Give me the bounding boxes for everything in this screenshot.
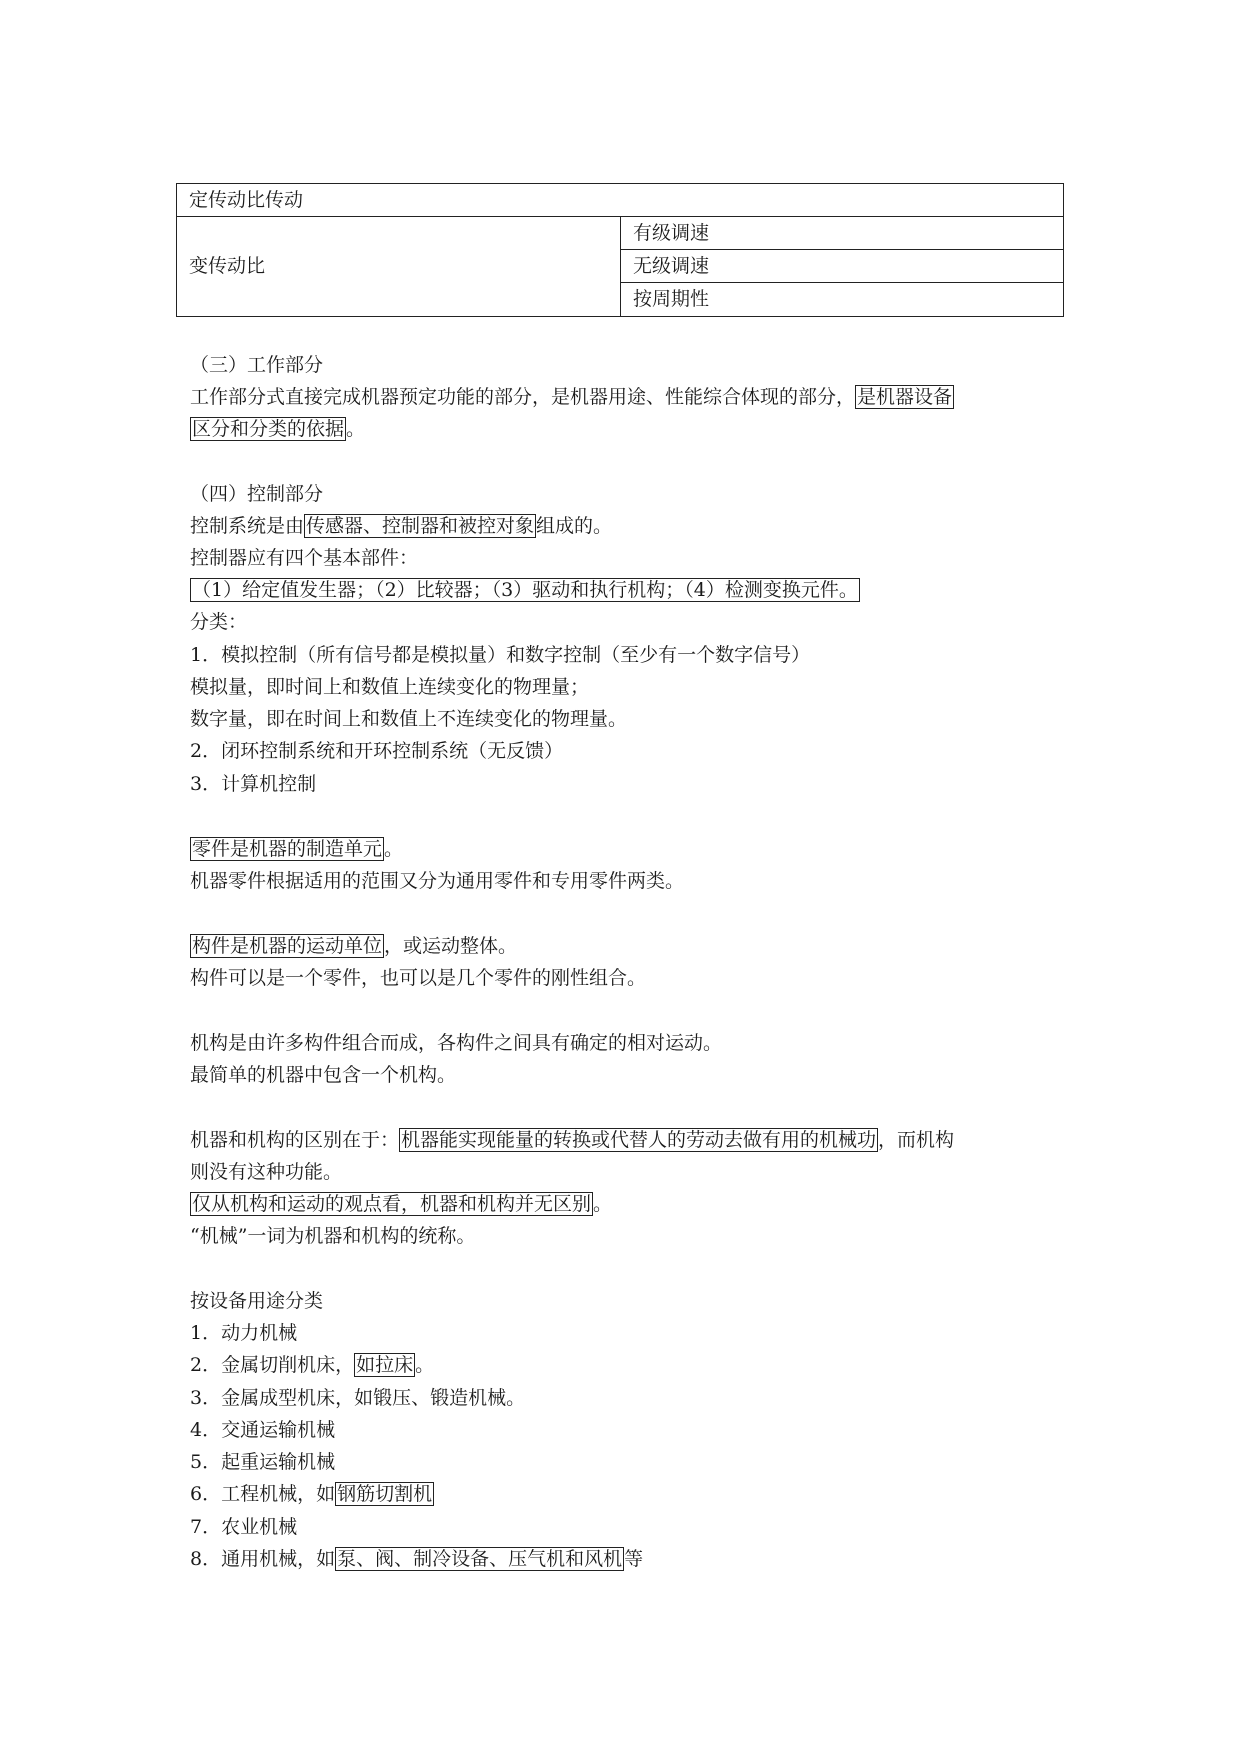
members-line1 [190, 933, 517, 959]
section3-line2 [190, 416, 365, 442]
section3-line1-boxed: 是机器设备 [857, 386, 953, 408]
section4-line9: 3．计算机控制 [190, 773, 317, 795]
difference-line1-boxed: 机器能实现能量的转换或代替人的劳动去做有用的机械功 [401, 1129, 877, 1151]
members-line1-text: ，或运动整体。 [384, 935, 518, 957]
table-cell-stepless [621, 250, 1063, 283]
table-cell-periodic [621, 283, 1063, 316]
mechanism-line1: 机构是由许多构件组合而成，各构件之间具有确定的相对运动。 [190, 1032, 723, 1054]
parts-line1-text: 。 [384, 838, 404, 860]
classification-item-8-text-a: 8．通用机械，如 [190, 1548, 336, 1570]
table-cell-fixed-ratio: 定传动比传动 [189, 189, 304, 211]
difference-line3-text: 。 [593, 1193, 613, 1215]
classification-item-8-text-b: 等 [624, 1548, 644, 1570]
section4-line1-text-b: 组成的。 [536, 515, 613, 537]
table-cell-stepless-text: 无级调速 [633, 255, 710, 277]
table-row-fixed-ratio [177, 184, 1063, 217]
classification-item-2-text-a: 2．金属切削机床， [190, 1354, 355, 1376]
section4-line5: 1．模拟控制（所有信号都是模拟量）和数字控制（至少有一个数字信号） [190, 644, 811, 666]
classification-item-5: 5．起重运输机械 [190, 1451, 336, 1473]
section4-line3-boxed: （1）给定值发生器；（2）比较器；（3）驱动和执行机构；（4）检测变换元件。 [192, 579, 858, 601]
section4-line1-text-a: 控制系统是由 [190, 515, 305, 537]
classification-item-2 [190, 1352, 434, 1378]
section3-line2-boxed: 区分和分类的依据 [192, 418, 345, 440]
section3-line1-text: 工作部分式直接完成机器预定功能的部分，是机器用途、性能综合体现的部分， [190, 386, 856, 408]
table-cell-variable-ratio [177, 217, 621, 316]
classification-item-6 [190, 1481, 434, 1507]
table-subcells [621, 217, 1063, 316]
classification-item-6-text: 6．工程机械，如 [190, 1483, 336, 1505]
difference-line3-boxed: 仅从机构和运动的观点看，机器和机构并无区别 [192, 1193, 592, 1215]
section4-line1-boxed: 传感器、控制器和被控对象 [306, 515, 535, 537]
table-cell-stepped-text: 有级调速 [633, 222, 710, 244]
table-cell-variable-ratio-text: 变传动比 [189, 255, 266, 277]
mechanism-line2: 最简单的机器中包含一个机构。 [190, 1064, 457, 1086]
section4-heading: （四）控制部分 [190, 483, 324, 505]
classification-item-2-text-b: 。 [415, 1354, 435, 1376]
parts-line2: 机器零件根据适用的范围又分为通用零件和专用零件两类。 [190, 870, 685, 892]
section4-line6: 模拟量，即时间上和数值上连续变化的物理量； [190, 676, 590, 698]
members-line2: 构件可以是一个零件，也可以是几个零件的刚性组合。 [190, 967, 647, 989]
section4-line3 [190, 577, 860, 603]
table-cell-periodic-text: 按周期性 [633, 288, 710, 310]
classification-item-7: 7．农业机械 [190, 1516, 298, 1538]
classification-item-1: 1．动力机械 [190, 1322, 298, 1344]
transmission-table [176, 183, 1064, 317]
difference-line2: 则没有这种功能。 [190, 1161, 343, 1183]
difference-line1-text-b: ，而机构 [878, 1129, 955, 1151]
difference-line1-text-a: 机器和机构的区别在于： [190, 1129, 400, 1151]
classification-item-6-boxed: 钢筋切割机 [337, 1483, 433, 1505]
table-cell-stepped [621, 217, 1063, 250]
section3-heading: （三）工作部分 [190, 354, 324, 376]
parts-line1 [190, 836, 403, 862]
difference-line3 [190, 1191, 612, 1217]
classification-item-8 [190, 1546, 643, 1572]
classification-item-8-boxed: 泵、阀、制冷设备、压气机和风机 [337, 1548, 623, 1570]
section4-line1 [190, 513, 612, 539]
classification-item-2-boxed: 如拉床 [356, 1354, 414, 1376]
difference-line4: “机械”一词为机器和机构的统称。 [190, 1225, 476, 1247]
section4-line7: 数字量，即在时间上和数值上不连续变化的物理量。 [190, 708, 628, 730]
difference-line1 [190, 1127, 954, 1153]
section4-line2: 控制器应有四个基本部件： [190, 547, 419, 569]
section3-line1 [190, 384, 954, 410]
section4-line8: 2．闭环控制系统和开环控制系统（无反馈） [190, 740, 564, 762]
classification-item-3: 3．金属成型机床，如锻压、锻造机械。 [190, 1387, 526, 1409]
classification-heading: 按设备用途分类 [190, 1290, 324, 1312]
classification-item-4: 4．交通运输机械 [190, 1419, 336, 1441]
members-line1-boxed: 构件是机器的运动单位 [192, 935, 383, 957]
section3-line2-text: 。 [346, 418, 366, 440]
parts-line1-boxed: 零件是机器的制造单元 [192, 838, 383, 860]
section4-line4: 分类： [190, 611, 248, 633]
